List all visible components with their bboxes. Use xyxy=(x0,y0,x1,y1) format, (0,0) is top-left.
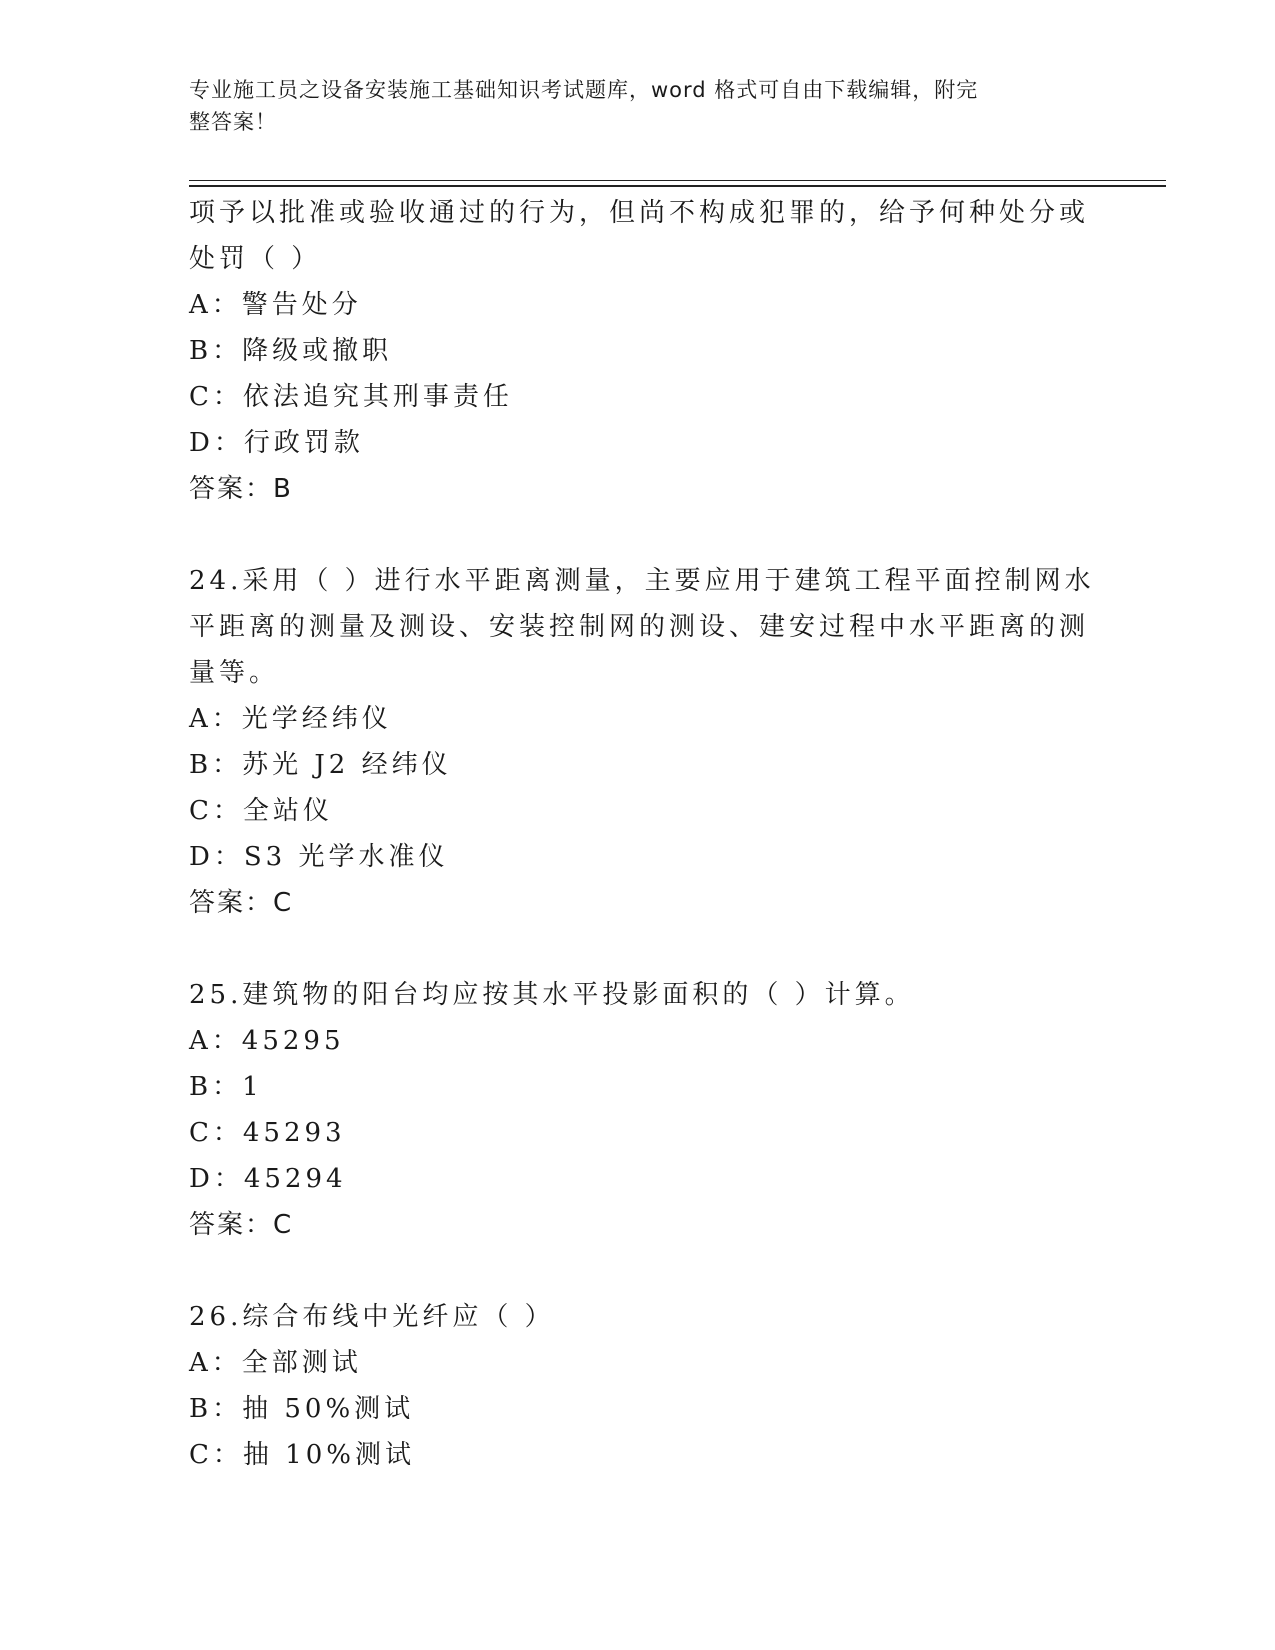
option-c: C：45293 xyxy=(189,1118,346,1148)
question-24 xyxy=(189,558,1095,926)
option-c: C：全站仪 xyxy=(189,796,333,826)
option-b: B：苏光 J2 经纬仪 xyxy=(189,750,452,780)
question-spacer xyxy=(189,1248,1089,1294)
header-divider-thick xyxy=(189,185,1166,187)
option-a: A：全部测试 xyxy=(189,1348,362,1378)
question-spacer xyxy=(189,926,1089,972)
option-c: C：抽 10%测试 xyxy=(189,1440,415,1470)
header-divider-thin xyxy=(189,180,1166,181)
question-stem: 项予以批准或验收通过的行为，但尚不构成犯罪的，给予何种处分或 xyxy=(189,198,1090,228)
option-b: B：抽 50%测试 xyxy=(189,1394,415,1424)
option-c: C：依法追究其刑事责任 xyxy=(189,382,513,412)
question-26 xyxy=(189,1294,1089,1478)
header-title-line-2: 整答案！ xyxy=(189,110,277,134)
option-d: D：S3 光学水准仪 xyxy=(189,842,449,872)
answer-label: 答案：C xyxy=(189,1210,294,1240)
option-b: B：降级或撤职 xyxy=(189,336,393,366)
question-25 xyxy=(189,972,1089,1248)
option-d: D：45294 xyxy=(189,1164,347,1194)
question-stem: 24.采用（ ）进行水平距离测量，主要应用于建筑工程平面控制网水 xyxy=(189,566,1095,596)
option-b: B：1 xyxy=(189,1072,263,1102)
question-stem: 26.综合布线中光纤应（ ） xyxy=(189,1302,555,1332)
question-23 xyxy=(189,190,1089,512)
question-stem: 25.建筑物的阳台均应按其水平投影面积的（ ）计算。 xyxy=(189,980,915,1010)
question-stem: 处罚（ ） xyxy=(189,244,322,274)
option-a: A：警告处分 xyxy=(189,290,362,320)
option-a: A：45295 xyxy=(189,1026,345,1056)
document-header xyxy=(189,74,1069,138)
question-stem: 平距离的测量及测设、安装控制网的测设、建安过程中水平距离的测 xyxy=(189,612,1090,642)
question-stem: 量等。 xyxy=(189,658,280,688)
question-spacer xyxy=(189,512,1089,558)
answer-label: 答案：C xyxy=(189,888,294,918)
option-d: D：行政罚款 xyxy=(189,428,364,458)
header-title-line-1: 专业施工员之设备安装施工基础知识考试题库，word 格式可自由下载编辑，附完 xyxy=(189,78,979,102)
answer-label: 答案：B xyxy=(189,474,293,504)
question-list xyxy=(189,190,1095,1478)
option-a: A：光学经纬仪 xyxy=(189,704,392,734)
